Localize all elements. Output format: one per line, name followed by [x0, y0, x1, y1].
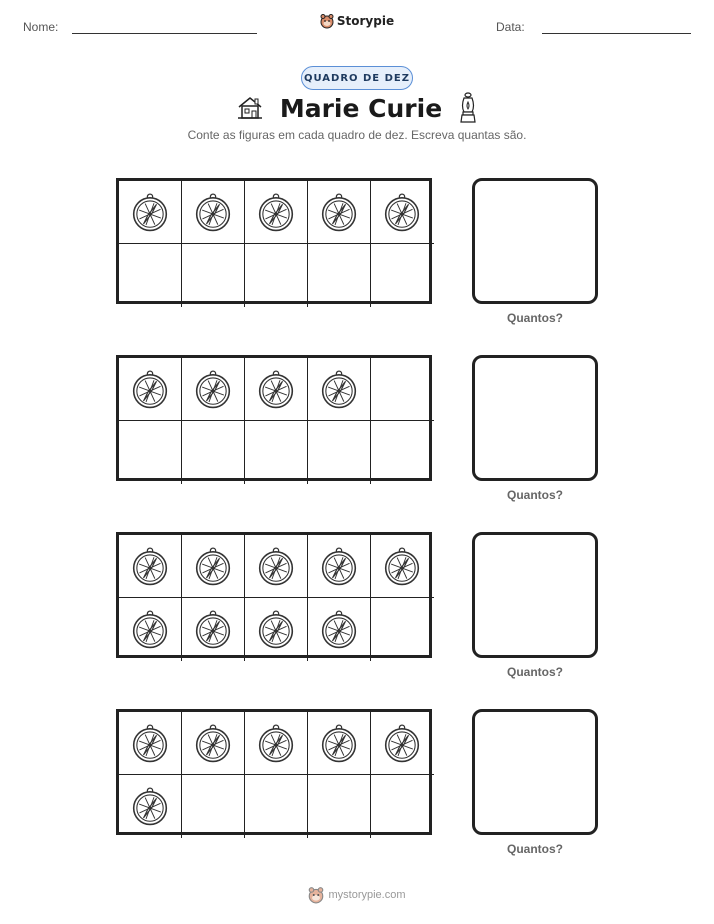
compass-icon	[257, 192, 295, 232]
ten-frame-cell	[371, 775, 434, 838]
compass-icon	[194, 369, 232, 409]
ten-frame-cell	[119, 181, 182, 244]
compass-icon	[383, 723, 421, 763]
date-line[interactable]	[542, 33, 691, 34]
ten-frame-cell	[308, 712, 371, 775]
compass-icon	[383, 192, 421, 232]
ten-frame-cell	[371, 421, 434, 484]
ten-frame	[116, 178, 432, 304]
ten-frame-cell	[119, 244, 182, 307]
ten-frame-cell	[182, 598, 245, 661]
ten-frame-cell	[182, 775, 245, 838]
answer-prompt: Quantos?	[507, 488, 563, 502]
ten-frame-cell	[308, 535, 371, 598]
compass-icon	[257, 369, 295, 409]
compass-icon	[131, 609, 169, 649]
compass-icon	[194, 609, 232, 649]
answer-box[interactable]	[472, 178, 598, 304]
compass-icon	[131, 786, 169, 826]
ten-frame-cell	[119, 598, 182, 661]
name-label: Nome:	[23, 20, 59, 34]
ten-frame-cell	[371, 244, 434, 307]
compass-icon	[320, 369, 358, 409]
storypie-mascot-icon	[320, 13, 334, 29]
ten-frame	[116, 355, 432, 481]
ten-frame	[116, 532, 432, 658]
ten-frame-cell	[371, 358, 434, 421]
title-row	[0, 88, 714, 128]
ten-frame-cell	[371, 535, 434, 598]
compass-icon	[131, 723, 169, 763]
oil-lamp-icon	[458, 92, 478, 124]
compass-icon	[320, 609, 358, 649]
ten-frame-cell	[119, 421, 182, 484]
ten-frame-cell	[119, 712, 182, 775]
compass-icon	[257, 609, 295, 649]
ten-frame-cell	[182, 244, 245, 307]
ten-frame-cell	[245, 775, 308, 838]
ten-frame-cell	[308, 775, 371, 838]
worksheet-type-badge: QUADRO DE DEZ	[301, 66, 413, 90]
ten-frame-cell	[245, 535, 308, 598]
compass-icon	[257, 546, 295, 586]
answer-box[interactable]	[472, 709, 598, 835]
ten-frame-cell	[371, 712, 434, 775]
compass-icon	[194, 546, 232, 586]
compass-icon	[383, 546, 421, 586]
ten-frame-cell	[182, 421, 245, 484]
ten-frame-cell	[371, 598, 434, 661]
compass-icon	[131, 192, 169, 232]
name-line[interactable]	[72, 33, 257, 34]
compass-icon	[320, 192, 358, 232]
storypie-mascot-icon	[308, 886, 324, 904]
compass-icon	[131, 546, 169, 586]
ten-frame-cell	[308, 244, 371, 307]
ten-frame-cell	[182, 712, 245, 775]
answer-prompt: Quantos?	[507, 311, 563, 325]
compass-icon	[320, 546, 358, 586]
compass-icon	[194, 723, 232, 763]
compass-icon	[194, 192, 232, 232]
ten-frame-cell	[308, 421, 371, 484]
instructions: Conte as figuras em cada quadro de dez. Escreva quantas são.	[187, 128, 527, 142]
ten-frame-cell	[371, 181, 434, 244]
ten-frame-cell	[245, 181, 308, 244]
date-label: Data:	[496, 20, 525, 34]
compass-icon	[131, 369, 169, 409]
footer	[0, 886, 714, 904]
compass-icon	[320, 723, 358, 763]
answer-box[interactable]	[472, 532, 598, 658]
footer-url[interactable]: mystorypie.com	[328, 889, 406, 901]
ten-frame-cell	[182, 181, 245, 244]
ten-frame-cell	[245, 598, 308, 661]
ten-frame-cell	[182, 535, 245, 598]
ten-frame-cell	[308, 598, 371, 661]
ten-frame-cell	[245, 712, 308, 775]
ten-frame-cell	[182, 358, 245, 421]
ten-frame-cell	[119, 358, 182, 421]
brand-logo	[0, 13, 714, 29]
answer-prompt: Quantos?	[507, 665, 563, 679]
ten-frame-cell	[119, 535, 182, 598]
ten-frame-cell	[245, 244, 308, 307]
answer-box[interactable]	[472, 355, 598, 481]
house-icon	[236, 94, 264, 122]
brand-name: Storypie	[336, 14, 395, 28]
ten-frame-cell	[308, 358, 371, 421]
ten-frame	[116, 709, 432, 835]
ten-frame-cell	[245, 358, 308, 421]
answer-prompt: Quantos?	[507, 842, 563, 856]
ten-frame-cell	[308, 181, 371, 244]
ten-frame-cell	[119, 775, 182, 838]
ten-frame-cell	[245, 421, 308, 484]
compass-icon	[257, 723, 295, 763]
page-title: Marie Curie	[279, 93, 443, 123]
